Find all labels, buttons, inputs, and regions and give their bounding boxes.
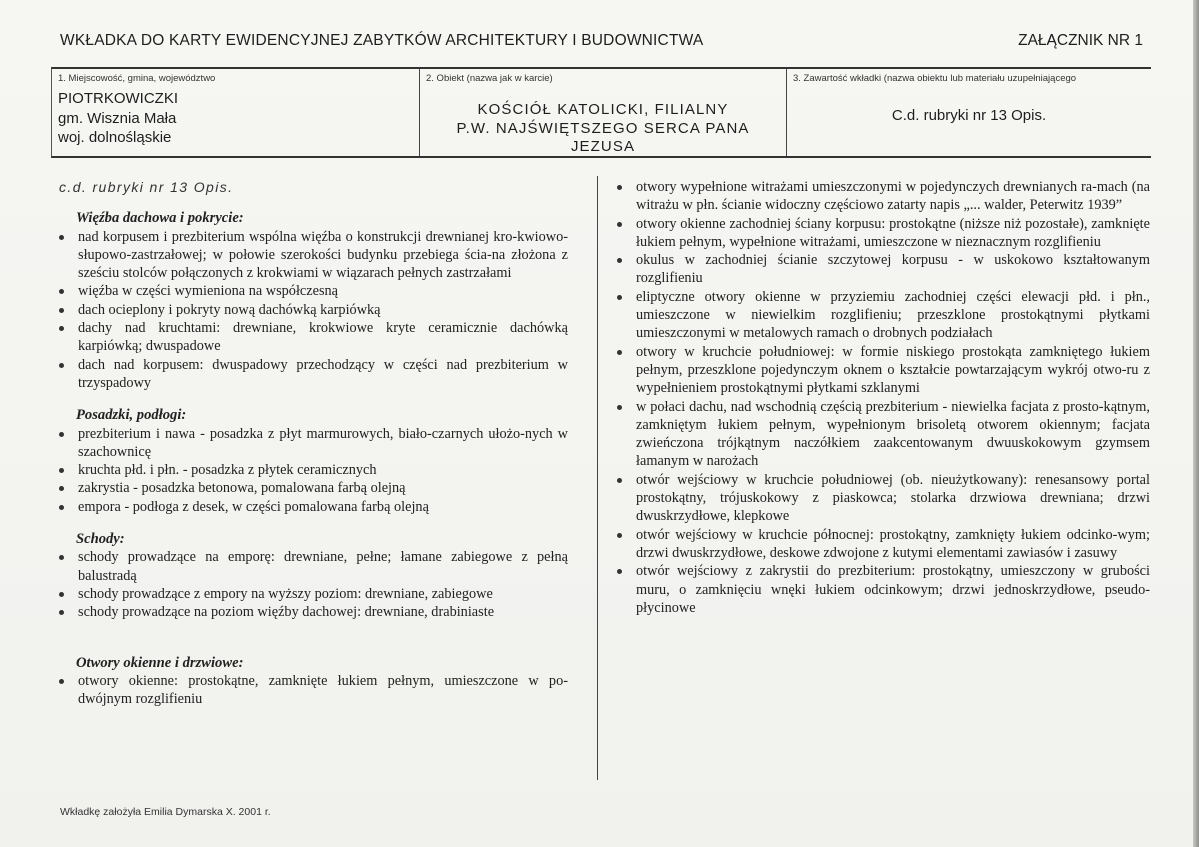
list-item: schody prowadzące na emporę: drewniane, pełne; łamane zabiegowe z pełną balustradą: [56, 548, 568, 585]
form-title: WKŁADKA DO KARTY EWIDENCYJNEJ ZABYTKÓW ARCHITEKTURY I BUDOWNICTWA: [60, 32, 704, 49]
object-value: [420, 101, 786, 157]
object-line: P.W. NAJŚWIĘTSZEGO SERCA PANA: [456, 119, 750, 137]
roof-list: [56, 228, 568, 393]
list-item: eliptyczne otwory okienne w przyziemiu zachodniej części elewacji płd. i płn., umieszczone w niewielkim rozglifieniu; przeszklone prostokątnymi płytkami umieszczonymi w metalowych ramach o drobnych podziałach: [614, 288, 1150, 343]
openings-list: [56, 672, 568, 709]
location-field-label: 1. Miejscowość, gmina, województwo: [58, 73, 216, 84]
list-item: otwór wejściowy w kruchcie północnej: prostokątny, zamknięty łukiem odcinko-wym; drzwi dwuskrzydłowe, deskowe zdwojone z kutymi elementami zawiasów i zasuwy: [614, 526, 1150, 563]
content-field-label: 3. Zawartość wkładki (nazwa obiektu lub materiału uzupełniającego: [793, 73, 1077, 84]
list-item: kruchta płd. i płn. - posadzka z płytek ceramicznych: [56, 461, 568, 479]
list-item: schody prowadzące na poziom więźby dachowej: drewniane, drabiniaste: [56, 603, 568, 621]
location-line: woj. dolnośląskie: [58, 129, 172, 146]
list-item: otwory okienne zachodniej ściany korpusu: prostokątne (niższe niż pozostałe), zamknięte łukiem pełnym, wypełnione witrażami, umieszczone w nieznacznym rozglifieniu: [614, 215, 1150, 252]
continuation-heading: c.d. rubryki nr 13 Opis.: [59, 179, 234, 195]
page-edge-shadow: [1193, 0, 1199, 847]
object-field: [420, 69, 787, 156]
list-item: więźba w części wymieniona na współczesną: [56, 282, 568, 300]
stairs-list: [56, 548, 568, 621]
object-line: JEZUSA: [570, 138, 636, 155]
list-item: empora - podłoga z desek, w części pomalowana farbą olejną: [56, 498, 568, 516]
location-value: [58, 89, 178, 148]
object-field-label: 2. Obiekt (nazwa jak w karcie): [426, 73, 553, 84]
list-item: dachy nad kruchtami: drewniane, krokwiowe kryte ceramicznie dachówką karpiówką; dwuspadowe: [56, 319, 568, 356]
list-item: okulus w zachodniej ścianie szczytowej korpusu - w uskokowo kształtowanym rozglifieniu: [614, 251, 1150, 288]
list-item: dach nad korpusem: dwuspadowy przechodzący w części nad prezbiterium w trzyspadowy: [56, 356, 568, 393]
attachment-number: ZAŁĄCZNIK NR 1: [1018, 32, 1143, 49]
floors-list: [56, 425, 568, 516]
right-column: [614, 178, 1150, 617]
list-item: otwory w kruchcie południowej: w formie niskiego prostokąta zamkniętego łukiem pełnym, przeszklone pojedynczym oknem o kształcie powtarzającym wykrój otwo-ru z wypełnieniem prostokątnymi płytkami szklanymi: [614, 343, 1150, 398]
location-line: PIOTRKOWICZKI: [58, 90, 178, 107]
list-item: otwory okienne: prostokątne, zamknięte łukiem pełnym, umieszczone w po-dwójnym rozglifieniu: [56, 672, 568, 709]
section-title-openings: Otwory okienne i drzwiowe:: [76, 654, 244, 671]
section-title-floors: Posadzki, podłogi:: [76, 407, 187, 424]
list-item: zakrystia - posadzka betonowa, pomalowana farbą olejną: [56, 479, 568, 497]
list-item: schody prowadzące z empory na wyższy poziom: drewniane, zabiegowe: [56, 585, 568, 603]
list-item: nad korpusem i prezbiterium wspólna więźba o konstrukcji drewnianej kro-kwiowo-słupowo-zastrzałowej; w połowie szerokości budynku przebiega ścia-na złożona z sześciu stolców połączonych z krokwiami w wiązarach pełnych zastrzałami: [56, 228, 568, 283]
left-column: [56, 178, 568, 708]
list-item: otwór wejściowy z zakrystii do prezbiterium: prostokątny, umieszczony w grubości muru, o zamknięciu wnęki łukiem odcinkowym; drzwi jednoskrzydłowe, pseudo-płycinowe: [614, 562, 1150, 617]
openings-continued-list: [614, 178, 1150, 617]
location-line: gm. Wisznia Mała: [58, 109, 177, 127]
column-divider: [597, 176, 598, 780]
list-item: otwory wypełnione witrażami umieszczonymi w pojedynczych drewnianych ra-mach (na witrażu w płn. ścianie widoczny częściowo zatarty napis „... walder, Peterwitz 1939”: [614, 178, 1150, 215]
list-item: dach ocieplony i pokryty nową dachówką karpiówką: [56, 301, 568, 319]
list-item: otwór wejściowy w kruchcie południowej (ob. nieużytkowany): renesansowy portal prostokątny, trójuskokowy z piaskowca; stolarka drzwiowa drewniana; drzwi dwuskrzydłowe, klepkowe: [614, 471, 1150, 526]
author-footer: Wkładkę założyła Emilia Dymarska X. 2001 r.: [60, 806, 271, 818]
content-field: [787, 69, 1151, 156]
header-fields-box: [51, 67, 1151, 158]
object-line: KOŚCIÓŁ KATOLICKI, FILIALNY: [477, 101, 729, 118]
section-title-roof: Więźba dachowa i pokrycie:: [76, 210, 244, 227]
section-title-stairs: Schody:: [76, 531, 125, 548]
location-field: [52, 69, 420, 156]
content-value: C.d. rubryki nr 13 Opis.: [891, 107, 1047, 124]
list-item: w połaci dachu, nad wschodnią częścią prezbiterium - niewielka facjata z prosto-kątnym, zamkniętym łukiem pełnym, wypełnionym brisoletą otworem okiennym; facjata zwieńczona trójkątnym naczółkiem zaakcentowanym dwuuskokowym gzymsem łamanym w narożach: [614, 398, 1150, 471]
list-item: prezbiterium i nawa - posadzka z płyt marmurowych, biało-czarnych ułożo-nych w szachownicę: [56, 425, 568, 462]
